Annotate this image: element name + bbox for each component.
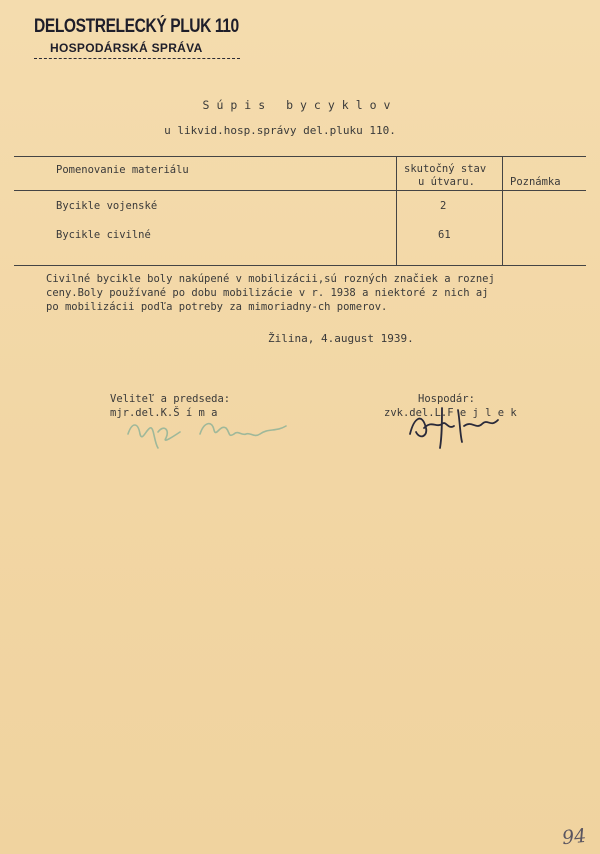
table-header-rule: [14, 190, 586, 191]
place-and-date: Žilina, 4.august 1939.: [268, 332, 414, 345]
quartermaster-name: zvk.del.L.F e j l e k: [384, 407, 517, 419]
document-subtitle: u likvid.hosp.správy del.pluku 110.: [164, 124, 396, 137]
row-2-name: Bycikle civilné: [56, 229, 151, 241]
quartermaster-role: Hospodár:: [418, 393, 475, 405]
row-2-value: 61: [438, 229, 451, 241]
commander-handwritten-signature: [118, 412, 298, 452]
quartermaster-handwritten-signature: [402, 398, 512, 454]
row-1-value: 2: [440, 200, 447, 212]
explanatory-note: [46, 272, 586, 314]
unit-stamp: [34, 14, 284, 59]
document-title: Súpis bycyklov: [202, 98, 398, 112]
header-material-name: Pomenovanie materiálu: [56, 164, 189, 176]
note-line-1: Civilné bycikle boly nakúpené v mobilizácii,sú rozných značiek a roznej: [46, 273, 495, 285]
page-number: 94: [560, 824, 588, 850]
stamp-line-2: HOSPODÁRSKÁ SPRÁVA: [50, 41, 203, 55]
stamp-underline: [34, 58, 240, 59]
header-note: Poznámka: [510, 176, 561, 188]
note-line-3: po mobilizácii podľa potreby za mimoriadny-ch pomerov.: [46, 301, 388, 313]
row-1-name: Bycikle vojenské: [56, 200, 158, 212]
header-actual-state-line-1: skutočný stav: [404, 163, 487, 175]
commander-role: Veliteľ a predseda:: [110, 393, 231, 405]
header-actual-state-line-2: u útvaru.: [418, 176, 475, 188]
stamp-line-1: DELOSTRELECKÝ PLUK 110: [34, 16, 239, 37]
inventory-table: [14, 156, 586, 266]
note-line-2: ceny.Boly používané po dobu mobilizácie v r. 1938 a niektoré z nich aj: [46, 287, 489, 299]
commander-name: mjr.del.K.Š í m a: [110, 407, 218, 419]
table-divider-1: [396, 157, 397, 265]
table-divider-2: [502, 157, 503, 265]
